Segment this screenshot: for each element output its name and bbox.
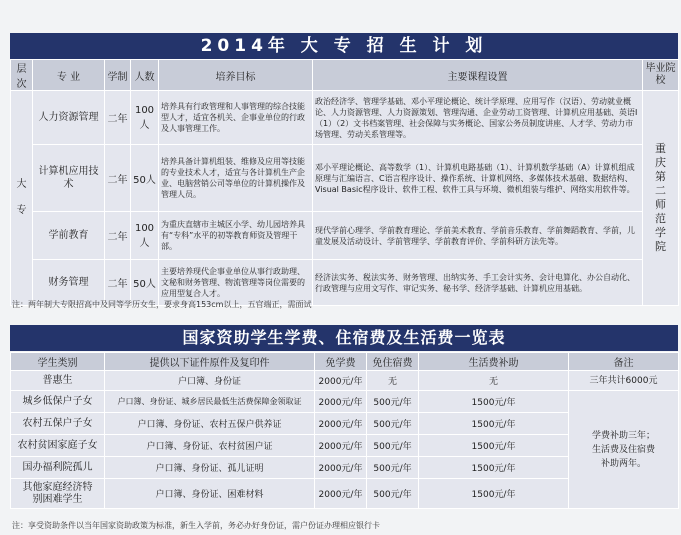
living-cell: 1500元/年 xyxy=(419,435,569,457)
type-cell: 城乡低保户子女 xyxy=(11,391,105,413)
tuition-cell: 2000元/年 xyxy=(315,457,367,479)
major-cell: 人力资源管理 xyxy=(33,91,105,145)
enrollment-footnote: 注：两年制大专限招高中及同等学历女生，要求身高153cm以上，五官端正，需面试 xyxy=(12,300,312,309)
dorm-cell: 500元/年 xyxy=(367,391,419,413)
docs-cell: 户口簿、身份证 xyxy=(105,371,315,391)
courses-cell: 经济法实务、税法实务、财务管理、出纳实务、手工会计实务、会计电算化、办公自动化、行政管理与应用文写作、审记实务、秘书学、经济学基础、计算机应用基础。 xyxy=(313,260,643,306)
duration-cell: 二年 xyxy=(105,91,131,145)
major-cell: 学前教育 xyxy=(33,212,105,260)
header-goal: 培养目标 xyxy=(159,60,313,91)
type-cell: 国办福利院孤儿 xyxy=(11,457,105,479)
living-cell: 1500元/年 xyxy=(419,479,569,509)
docs-cell: 户口簿、身份证、困难材料 xyxy=(105,479,315,509)
dorm-cell: 500元/年 xyxy=(367,457,419,479)
tuition-cell: 2000元/年 xyxy=(315,413,367,435)
duration-cell: 二年 xyxy=(105,145,131,212)
table-row xyxy=(11,212,679,260)
table-row xyxy=(11,145,679,212)
goal-cell: 培养具备计算机组装、维修及应用等技能的专业技术人才，适宜与各计算机生产企业、电脑营销公司等单位的计算机操作及管理人员。 xyxy=(159,145,313,212)
type-cell: 其他家庭经济特别困难学生 xyxy=(11,479,105,509)
goal-cell: 为重庆直辖市主城区小学、幼儿园培养具有“专科”水平的初等教育师资及管理干部。 xyxy=(159,212,313,260)
goal-cell: 培养具有行政管理和人事管理的综合技能型人才，适宜各机关、企事业单位的行政及人事管理工作。 xyxy=(159,91,313,145)
financial-aid-table xyxy=(10,352,679,509)
docs-cell: 户口簿、身份证、孤儿证明 xyxy=(105,457,315,479)
header-living: 生活费补助 xyxy=(419,353,569,371)
courses-cell: 政治经济学、管理学基础、邓小平理论概论、统计学原理、应用写作（汉语）、劳动就业概论、人力资源管理、人力资源策划、管理沟通、企业劳动工资管理、计算机应用基础、英语Ⅰ（1）（2）文书档案管理、社会保障与实务概论、国家公务员制度讲座、人才学、劳动力市场管理、劳动关系管理等。 xyxy=(313,91,643,145)
courses-cell: 邓小平理论概论、高等数学（1）、计算机电路基础（1）、计算机数学基础（A）计算机组成原理与汇编语言、C语言程序设计、操作系统、计算机网络、多媒体技术基础、数据结构、Visual Basic程序设计、软件工程、软件工具与环境、微机组装与维护、网络实用软件等。 xyxy=(313,145,643,212)
major-cell: 计算机应用技术 xyxy=(33,145,105,212)
table-row xyxy=(11,391,679,413)
header-note: 备注 xyxy=(569,353,679,371)
financial-aid-footnote: 注：享受资助条件以当年国家资助政策为标准，新生入学前，务必办好身份证，需户份证办理相应银行卡 xyxy=(12,521,380,530)
financial-aid-title: 国家资助学生学费、住宿费及生活费一览表 xyxy=(10,325,678,351)
count-cell: 100人 xyxy=(131,91,159,145)
courses-cell: 现代学前心理学、学前教育理论、学前美术教育、学前音乐教育、学前舞蹈教育、学前，儿童发展及活动设计、学前管理学、学前教育评价、学前科研方法先等。 xyxy=(313,212,643,260)
header-major: 专 业 xyxy=(33,60,105,91)
duration-cell: 二年 xyxy=(105,260,131,306)
tuition-cell: 2000元/年 xyxy=(315,371,367,391)
tuition-cell: 2000元/年 xyxy=(315,435,367,457)
count-cell: 50人 xyxy=(131,260,159,306)
tuition-cell: 2000元/年 xyxy=(315,479,367,509)
note-cell-rest: 学费补助三年；生活费及住宿费补助两年。 xyxy=(569,391,679,509)
header-documents: 提供以下证件原件及复印件 xyxy=(105,353,315,371)
enrollment-plan-table xyxy=(10,59,679,306)
living-cell: 无 xyxy=(419,371,569,391)
dorm-cell: 500元/年 xyxy=(367,435,419,457)
goal-cell: 主要培养现代企事业单位从事行政助理、文秘和财务管理、物流管理等岗位需要的应用型复合人才。 xyxy=(159,260,313,306)
type-cell: 农村贫困家庭子女 xyxy=(11,435,105,457)
college-cell: 重 庆 第 二 师 范 学 院 xyxy=(643,91,679,306)
dorm-cell: 500元/年 xyxy=(367,479,419,509)
header-duration: 学制 xyxy=(105,60,131,91)
tuition-cell: 2000元/年 xyxy=(315,391,367,413)
header-college: 毕业院校 xyxy=(643,60,679,91)
note-cell-first: 三年共计6000元 xyxy=(569,371,679,391)
dorm-cell: 500元/年 xyxy=(367,413,419,435)
dorm-cell: 无 xyxy=(367,371,419,391)
major-cell: 财务管理 xyxy=(33,260,105,306)
docs-cell: 户口簿、身份证、农村五保户供养证 xyxy=(105,413,315,435)
living-cell: 1500元/年 xyxy=(419,413,569,435)
header-tuition: 免学费 xyxy=(315,353,367,371)
enrollment-plan-title: 2014年 大 专 招 生 计 划 xyxy=(10,33,678,59)
header-courses: 主要课程设置 xyxy=(313,60,643,91)
level-cell: 大 专 xyxy=(11,91,33,306)
header-student-type: 学生类别 xyxy=(11,353,105,371)
docs-cell: 户口簿、身份证、农村贫困户证 xyxy=(105,435,315,457)
table-row xyxy=(11,91,679,145)
living-cell: 1500元/年 xyxy=(419,457,569,479)
type-cell: 普惠生 xyxy=(11,371,105,391)
header-dorm: 免住宿费 xyxy=(367,353,419,371)
count-cell: 100人 xyxy=(131,212,159,260)
duration-cell: 二年 xyxy=(105,212,131,260)
living-cell: 1500元/年 xyxy=(419,391,569,413)
docs-cell: 户口簿、身份证、城乡居民最低生活费保障金领取证 xyxy=(105,391,315,413)
header-level: 层次 xyxy=(11,60,33,91)
count-cell: 50人 xyxy=(131,145,159,212)
table-row xyxy=(11,371,679,391)
header-count: 人数 xyxy=(131,60,159,91)
type-cell: 农村五保户子女 xyxy=(11,413,105,435)
